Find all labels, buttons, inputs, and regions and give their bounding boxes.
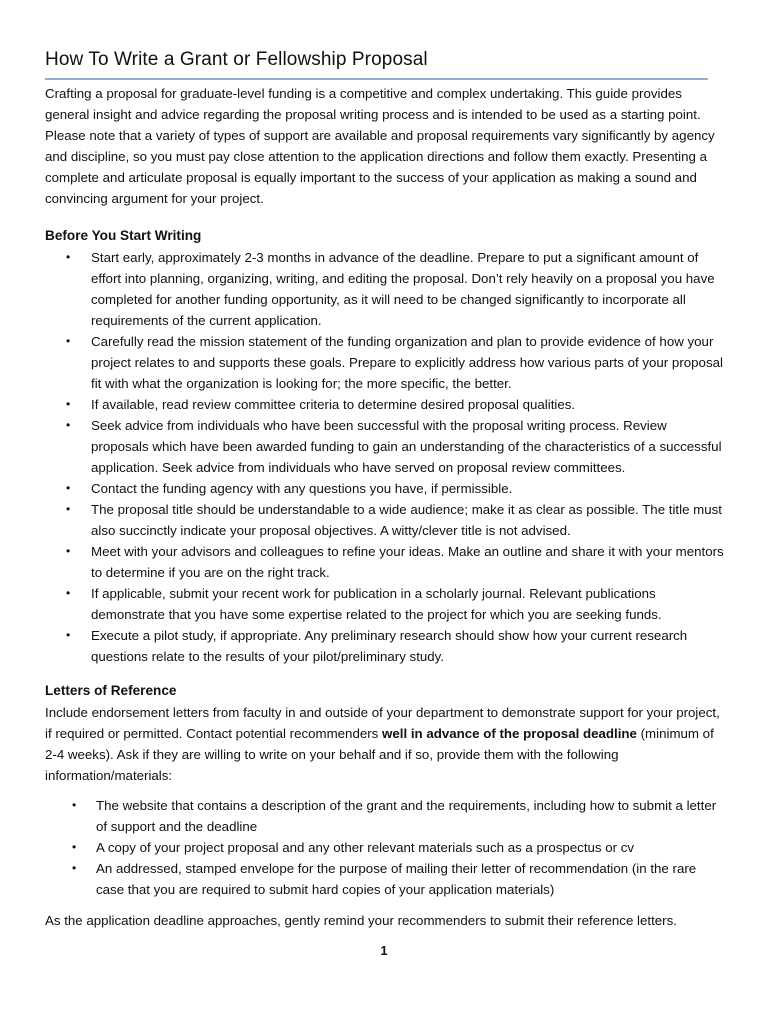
materials-list	[45, 795, 725, 900]
bullet-icon: •	[66, 397, 71, 411]
references-text-part2: (minimum of 2-4 weeks). Ask if they are willing to write on your behalf and if so, provide them with the following information/materials:	[45, 726, 714, 783]
list-item	[45, 499, 725, 541]
bullet-icon: •	[66, 481, 71, 495]
list-item	[45, 331, 725, 394]
title-underline	[45, 78, 708, 80]
intro-paragraph: Crafting a proposal for graduate-level funding is a competitive and complex undertaking. This guide provides general insight and advice regarding the proposal writing process and is intended to be used as a starting point. Please note that a variety of types of support are available and proposal requirements vary significantly by agency and discipline, so you must pay close attention to the application directions and follow them exactly. Presenting a complete and articulate proposal is equally important to the success of your application as making a sound and convincing argument for your project.	[45, 86, 715, 206]
list-item-text: An addressed, stamped envelope for the purpose of mailing their letter of recommendation (in the rare case that you are required to submit hard copies of your application materials)	[96, 861, 697, 897]
list-item	[45, 583, 725, 625]
list-item	[45, 795, 725, 837]
bullet-icon: •	[66, 586, 71, 600]
closing-paragraph: As the application deadline approaches, gently remind your recommenders to submit their reference letters.	[45, 913, 677, 928]
page-number: 1	[380, 943, 388, 958]
bullet-icon: •	[72, 840, 77, 854]
bullet-icon: •	[66, 544, 71, 558]
bullet-icon: •	[66, 250, 71, 264]
references-text-part1: Include endorsement letters from faculty in and outside of your department to demonstrate support for your project, if required or permitted. Contact potential recommenders	[45, 705, 720, 741]
list-item-text: Contact the funding agency with any questions you have, if permissible.	[91, 481, 513, 496]
list-item	[45, 625, 725, 667]
bullet-icon: •	[66, 334, 71, 348]
before-writing-list	[45, 247, 725, 667]
references-paragraph	[45, 702, 725, 786]
list-item-text: If applicable, submit your recent work for publication in a scholarly journal. Relevant publications demonstrate that you have some expertise related to the project for which you are seeking funds.	[91, 586, 662, 622]
list-item	[45, 415, 725, 478]
list-item-text: Start early, approximately 2-3 months in advance of the deadline. Prepare to put a significant amount of effort into planning, organizing, writing, and editing the proposal. Don’t rely heavily on a proposal you have completed for another funding opportunity, as it will need to be changed significantly to incorporate all requirements of the current application.	[91, 250, 715, 328]
bullet-icon: •	[72, 798, 77, 812]
list-item-text: Seek advice from individuals who have been successful with the proposal writing process. Review proposals which have been awarded funding to gain an understanding of the characteristics of a successful application. Seek advice from individuals who have served on proposal review committees.	[91, 418, 722, 475]
heading-letters-of-reference: Letters of Reference	[45, 683, 177, 698]
bullet-icon: •	[66, 502, 71, 516]
list-item	[45, 837, 725, 858]
list-item-text: If available, read review committee criteria to determine desired proposal qualities.	[91, 397, 576, 412]
list-item	[45, 858, 725, 900]
list-item-text: The website that contains a description of the grant and the requirements, including how to submit a letter of support and the deadline	[96, 798, 717, 834]
page-title: How To Write a Grant or Fellowship Proposal	[45, 49, 428, 70]
bullet-icon: •	[72, 861, 77, 875]
list-item	[45, 541, 725, 583]
list-item-text: A copy of your project proposal and any other relevant materials such as a prospectus or cv	[96, 840, 635, 855]
bullet-icon: •	[66, 418, 71, 432]
list-item	[45, 394, 725, 415]
list-item	[45, 478, 725, 499]
heading-before-you-start: Before You Start Writing	[45, 228, 202, 243]
list-item-text: Carefully read the mission statement of the funding organization and plan to provide evidence of how your project relates to and supports these goals. Prepare to explicitly address how various parts of your proposal fit with what the organization is looking for; the more specific, the better.	[91, 334, 723, 391]
list-item	[45, 247, 725, 331]
deadline-emphasis: well in advance of the proposal deadline	[382, 726, 637, 741]
bullet-icon: •	[66, 628, 71, 642]
list-item-text: The proposal title should be understandable to a wide audience; make it as clear as possible. The title must also succinctly indicate your proposal objectives. A witty/clever title is not advised.	[91, 502, 722, 538]
list-item-text: Meet with your advisors and colleagues to refine your ideas. Make an outline and share it with your mentors to determine if you are on the right track.	[91, 544, 724, 580]
list-item-text: Execute a pilot study, if appropriate. Any preliminary research should show how your current research questions relate to the results of your pilot/preliminary study.	[91, 628, 688, 664]
